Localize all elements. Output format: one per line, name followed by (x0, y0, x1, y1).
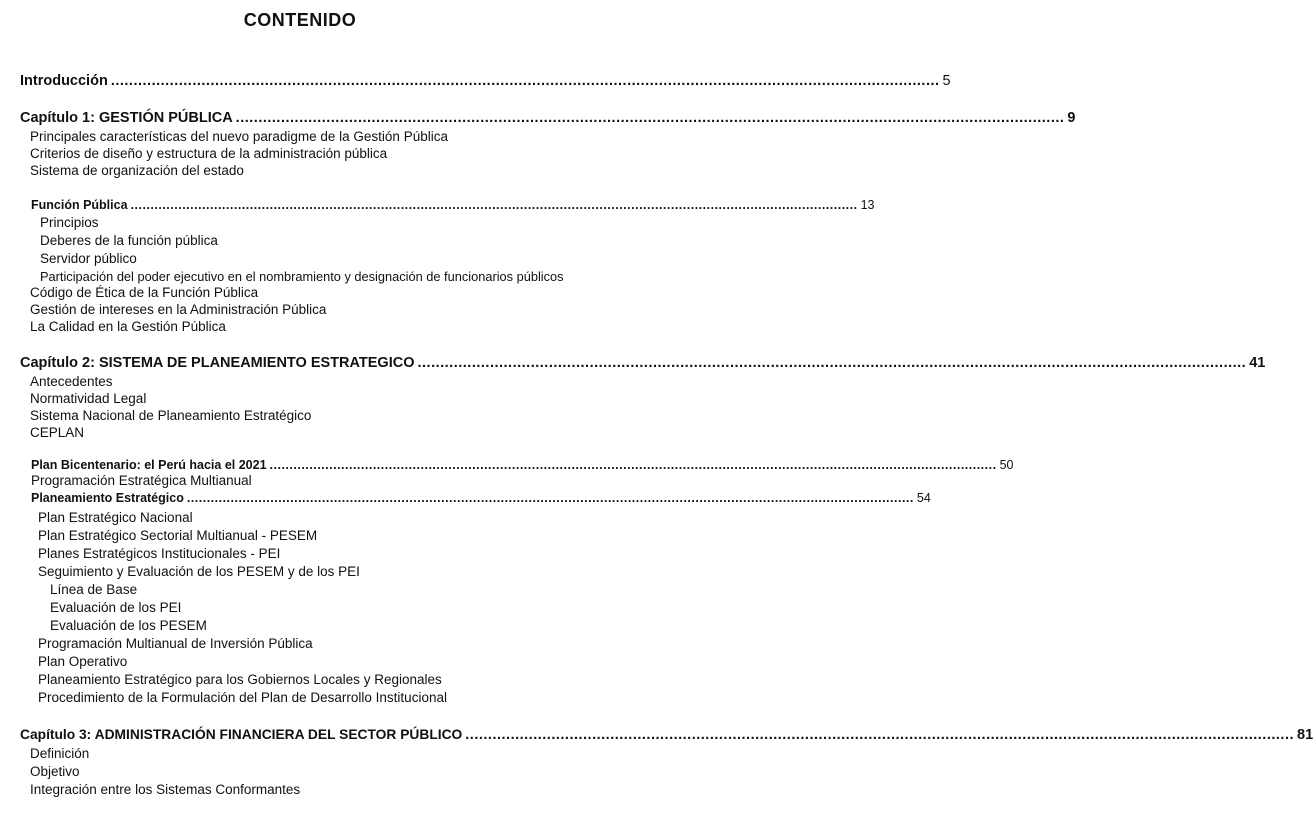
toc-entry-label: Capítulo 3: ADMINISTRACIÓN FINANCIERA DEL SECTOR PÚBLICO (20, 727, 463, 742)
dot-leader: ....................................................................................................................................................................................... (269, 458, 997, 472)
toc-subitem: Plan Operativo (38, 654, 128, 669)
toc-subitem: Antecedentes (30, 374, 113, 389)
toc-subitem: Objetivo (30, 764, 80, 779)
dot-leader: ....................................................................................................................................................................................... (417, 355, 1247, 371)
toc-entry-capitulo-1 (20, 109, 1076, 127)
toc-subitem: Código de Ética de la Función Pública (30, 285, 259, 300)
toc-entry-label: Capítulo 2: SISTEMA DE PLANEAMIENTO ESTRATEGICO (20, 355, 415, 371)
toc-subitem: Principios (40, 215, 99, 230)
toc-subitem: Sistema de organización del estado (30, 163, 244, 178)
toc-entry-label: Plan Bicentenario: el Perú hacia el 2021 (31, 458, 267, 472)
toc-subitem: Programación Multianual de Inversión Pública (38, 636, 313, 651)
toc-entry-label: Capítulo 1: GESTIÓN PÚBLICA (20, 110, 233, 126)
toc-entry-label: Introducción (20, 73, 108, 89)
toc-subitem: Principales características del nuevo paradigme de la Gestión Pública (30, 129, 448, 144)
toc-entry-page: 9 (1067, 110, 1076, 126)
toc-subitem: Seguimiento y Evaluación de los PESEM y de los PEI (38, 564, 360, 579)
toc-subitem: Servidor público (40, 251, 137, 266)
toc-subitem: La Calidad en la Gestión Pública (30, 319, 226, 334)
toc-entry-capitulo-2 (20, 354, 1266, 372)
toc-entry-label: Planeamiento Estratégico (31, 491, 184, 505)
toc-subitem: Deberes de la función pública (40, 233, 218, 248)
toc-subitem: Participación del poder ejecutivo en el nombramiento y designación de funcionarios públicos (40, 269, 564, 284)
toc-entry-page: 5 (942, 73, 951, 89)
toc-subitem: Normatividad Legal (30, 391, 147, 406)
dot-leader: ....................................................................................................................................................................................... (130, 198, 858, 212)
toc-entry-page: 81 (1297, 727, 1313, 743)
toc-subitem: Planes Estratégicos Institucionales - PEI (38, 546, 281, 561)
toc-entry-label: Función Pública (31, 198, 128, 212)
page-title: CONTENIDO (243, 10, 357, 30)
toc-subsubitem: Línea de Base (50, 582, 138, 597)
toc-subitem: Programación Estratégica Multianual (31, 473, 252, 488)
toc-subsubitem: Evaluación de los PESEM (50, 618, 207, 633)
toc-subitem: Sistema Nacional de Planeamiento Estratégico (30, 408, 312, 423)
toc-entry-introduccion (20, 72, 951, 90)
toc-entry-page: 54 (916, 491, 931, 505)
toc-entry-funcion-publica (31, 196, 875, 214)
toc-subitem: Definición (30, 746, 90, 761)
toc-subitem: Plan Estratégico Nacional (38, 510, 193, 525)
toc-subitem: Criterios de diseño y estructura de la administración pública (30, 146, 388, 161)
toc-entry-capitulo-3 (20, 726, 1313, 744)
toc-subitem: CEPLAN (30, 425, 85, 440)
toc-subitem: Planeamiento Estratégico para los Gobiernos Locales y Regionales (38, 672, 442, 687)
dot-leader: ....................................................................................................................................................................................... (235, 110, 1065, 126)
toc-entry-page: 50 (999, 458, 1014, 472)
toc-subitem: Plan Estratégico Sectorial Multianual - PESEM (38, 528, 318, 543)
toc-subitem: Procedimiento de la Formulación del Plan de Desarrollo Institucional (38, 690, 447, 705)
toc-entry-page: 13 (860, 198, 875, 212)
toc-entry-planeamiento-estrategico (31, 489, 931, 507)
toc-subitem: Gestión de intereses en la Administración Pública (30, 302, 327, 317)
toc-subsubitem: Evaluación de los PEI (50, 600, 182, 615)
toc-entry-page: 41 (1249, 355, 1266, 371)
dot-leader: ....................................................................................................................................................................................... (110, 73, 940, 89)
dot-leader: ....................................................................................................................................................................................... (465, 727, 1295, 743)
toc-entry-plan-bicentenario (31, 456, 1014, 474)
dot-leader: ....................................................................................................................................................................................... (186, 491, 914, 505)
toc-subitem: Integración entre los Sistemas Conformantes (30, 782, 301, 797)
